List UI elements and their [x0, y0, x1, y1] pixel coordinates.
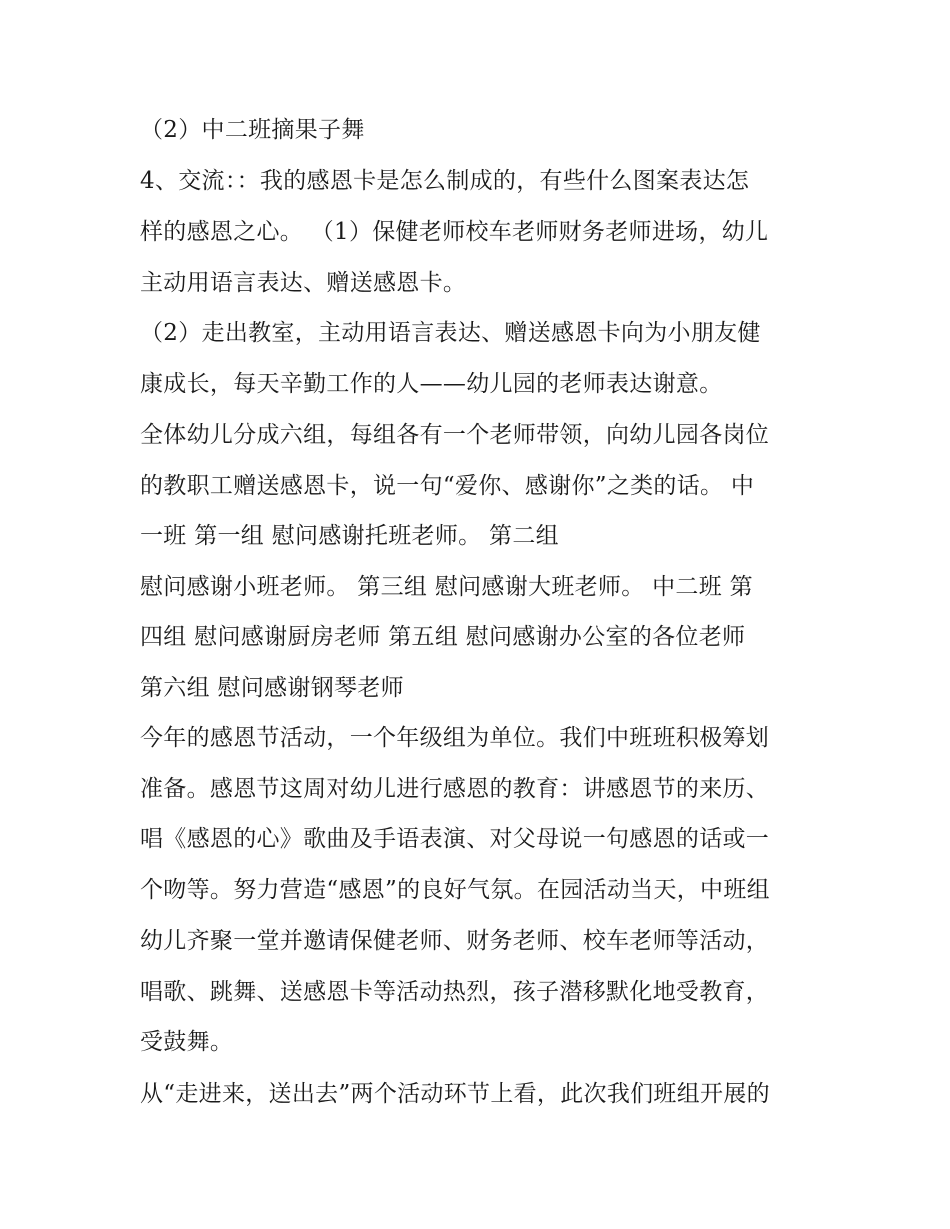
text-line: 一班 第一组 慰问感谢托班老师。 第二组 [140, 523, 559, 549]
text-line: 准备。感恩节这周对幼儿进行感恩的教育：讲感恩节的来历、 [140, 776, 770, 802]
text-line: 主动用语言表达、赠送感恩卡。 [140, 270, 467, 296]
text-line: 康成长，每天辛勤工作的人——幼儿园的老师表达谢意。 [140, 371, 723, 397]
text-line: 今年的感恩节活动，一个年级组为单位。我们中班班积极筹划 [140, 725, 770, 751]
text-line: 个吻等。努力营造“感恩”的良好气氛。在园活动当天，中班组 [140, 877, 770, 903]
text-line: 慰问感谢小班老师。 第三组 慰问感谢大班老师。 中二班 第 [140, 574, 753, 600]
text-line: （2）中二班摘果子舞 [140, 117, 365, 143]
text-line: 幼儿齐聚一堂并邀请保健老师、财务老师、校车老师等活动， [140, 928, 770, 954]
text-line: 全体幼儿分成六组，每组各有一个老师带领，向幼儿园各岗位 [140, 422, 770, 448]
text-line: 的教职工赠送感恩卡，说一句“爱你、感谢你”之类的话。 中 [140, 473, 755, 499]
text-line: 样的感恩之心。 （1）保健老师校车老师财务老师进场，幼儿 [140, 219, 769, 245]
text-line: 四组 慰问感谢厨房老师 第五组 慰问感谢办公室的各位老师 [140, 624, 746, 650]
text-line: （2）走出教室，主动用语言表达、赠送感恩卡向为小朋友健 [140, 320, 761, 346]
text-line: 受鼓舞。 [140, 1029, 234, 1055]
text-line: 从“走进来，送出去”两个活动环节上看，此次我们班组开展的 [140, 1081, 770, 1107]
text-line: 4、交流：：我的感恩卡是怎么制成的，有些什么图案表达怎 [140, 168, 750, 194]
text-line: 唱歌、跳舞、送感恩卡等活动热烈，孩子潜移默化地受教育， [140, 979, 770, 1005]
text-line: 第六组 慰问感谢钢琴老师 [140, 675, 404, 701]
text-line: 唱《感恩的心》歌曲及手语表演、对父母说一句感恩的话或一 [140, 826, 770, 852]
